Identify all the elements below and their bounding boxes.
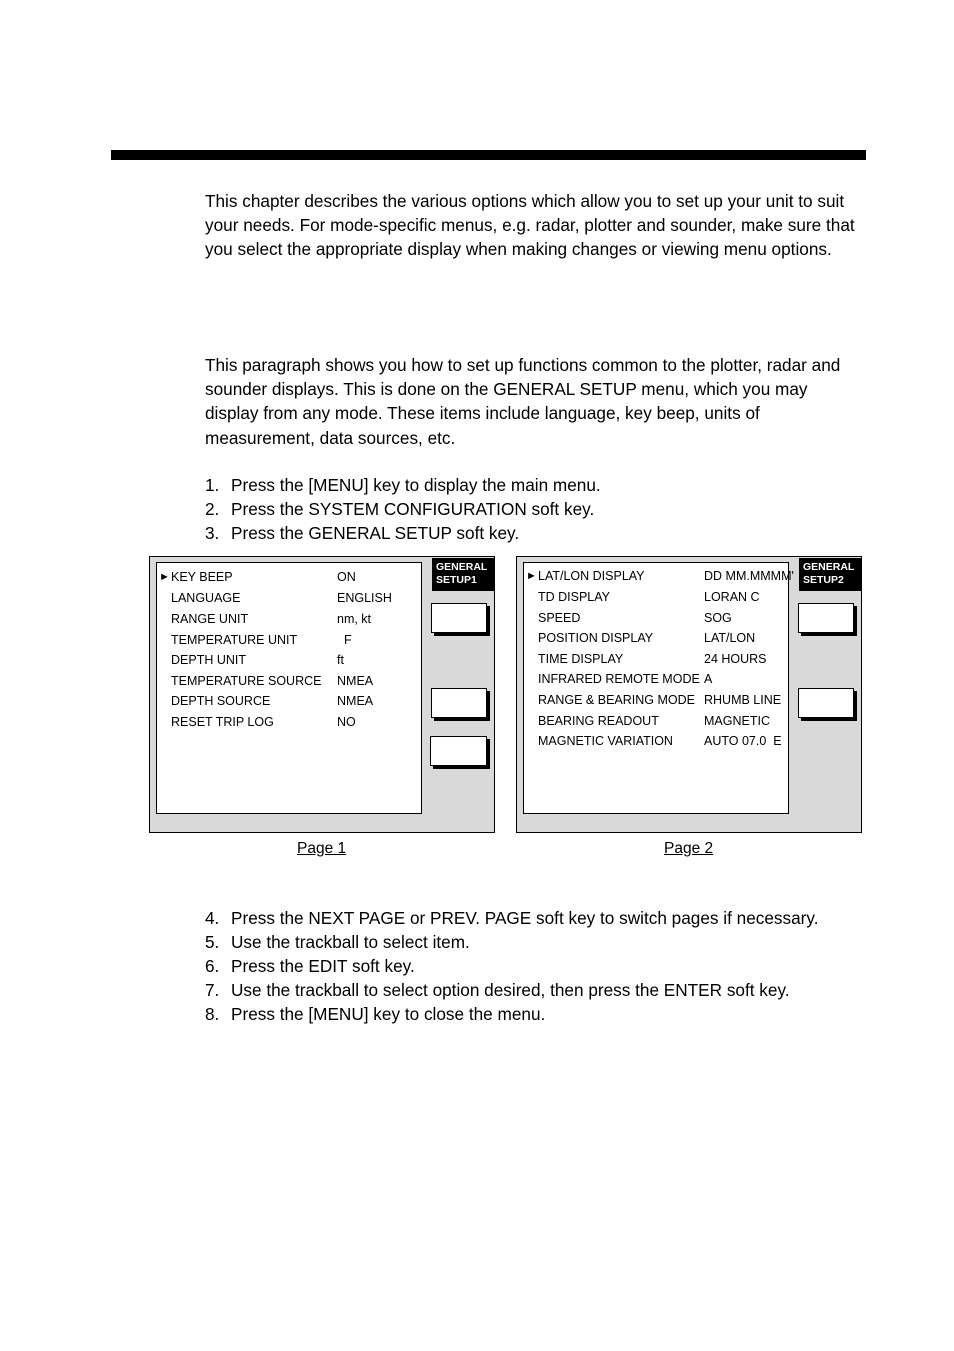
menu-item-infrared-remote-mode[interactable] bbox=[524, 670, 788, 688]
step-number: 1. bbox=[205, 475, 220, 495]
steps-list-a bbox=[205, 473, 865, 545]
step-item bbox=[205, 930, 865, 954]
step-item bbox=[205, 954, 865, 978]
step-text: Press the [MENU] key to close the menu. bbox=[231, 1004, 546, 1024]
menu-item-range-unit[interactable] bbox=[157, 610, 421, 628]
menu-item-label: RANGE & BEARING MODE bbox=[538, 693, 695, 707]
menu-item-value: RHUMB LINE bbox=[704, 693, 782, 707]
menu-item-value: nm, kt bbox=[337, 612, 372, 626]
menu-item-value: LORAN C bbox=[704, 590, 760, 604]
step-number: 5. bbox=[205, 932, 220, 952]
menu-item-value: NO bbox=[337, 715, 356, 729]
soft-key-1[interactable] bbox=[798, 603, 854, 633]
menu-item-label: RESET TRIP LOG bbox=[171, 715, 274, 729]
step-text: Press the NEXT PAGE or PREV. PAGE soft key to switch pages if necessary. bbox=[231, 908, 819, 928]
menu-item-label: BEARING READOUT bbox=[538, 714, 659, 728]
menu-item-value: LAT/LON bbox=[704, 631, 756, 645]
menu-item-label: TIME DISPLAY bbox=[538, 652, 624, 666]
step-number: 2. bbox=[205, 499, 220, 519]
menu-item-value: ON bbox=[337, 570, 356, 584]
menu-list bbox=[156, 562, 422, 814]
step-item bbox=[205, 978, 865, 1002]
menu-item-bearing-readout[interactable] bbox=[524, 712, 788, 730]
step-item bbox=[205, 1002, 865, 1026]
menu-item-value: NMEA bbox=[337, 674, 374, 688]
tag-line: GENERAL bbox=[436, 561, 488, 573]
step-item bbox=[205, 497, 865, 521]
menu-item-key-beep[interactable] bbox=[157, 568, 421, 586]
menu-item-label: TEMPERATURE UNIT bbox=[171, 633, 298, 647]
menu-list bbox=[523, 562, 794, 814]
cursor-arrow-icon: ► bbox=[159, 571, 170, 583]
intro-paragraph: This chapter describes the various options which allow you to set up your unit to suit your needs. For mode-specific menus, e.g. radar, plotter and sounder, make sure that you select the appropriate display when making changes or viewing menu options. bbox=[205, 191, 855, 260]
menu-item-label: POSITION DISPLAY bbox=[538, 631, 654, 645]
menu-item-language[interactable] bbox=[157, 589, 421, 607]
menu-item-label: TD DISPLAY bbox=[538, 590, 611, 604]
step-text: Use the trackball to select item. bbox=[231, 932, 470, 952]
menu-item-temperature-source[interactable] bbox=[157, 672, 421, 690]
menu-item-value: AUTO 07.0 E bbox=[704, 734, 782, 748]
step-item bbox=[205, 521, 865, 545]
menu-item-value: DD MM.MMMM' bbox=[704, 569, 794, 583]
step-text: Press the GENERAL SETUP soft key. bbox=[231, 523, 520, 543]
page1-caption: Page 1 bbox=[297, 840, 347, 857]
step-number: 4. bbox=[205, 908, 220, 928]
menu-title-tag bbox=[432, 558, 494, 591]
tag-line: SETUP2 bbox=[803, 573, 844, 586]
step-item bbox=[205, 906, 865, 930]
general-setup-paragraph: This paragraph shows you how to set up functions common to the plotter, radar and sounder displays. This is done on the GENERAL SETUP menu, which you may display from any mode. These items include language, key beep, units of measurement, data sources, etc. bbox=[205, 355, 841, 448]
soft-key-3[interactable] bbox=[430, 736, 487, 766]
step-number: 7. bbox=[205, 980, 220, 1000]
menu-item-label: LANGUAGE bbox=[171, 591, 241, 605]
menu-item-reset-trip-log[interactable] bbox=[157, 713, 421, 731]
soft-key-2[interactable] bbox=[798, 688, 854, 718]
soft-key-1[interactable] bbox=[431, 603, 487, 633]
step-item bbox=[205, 473, 865, 497]
step-text: Press the EDIT soft key. bbox=[231, 956, 415, 976]
menu-item-value: SOG bbox=[704, 611, 732, 625]
general-setup2-screen bbox=[516, 556, 862, 833]
general-setup1-screen bbox=[149, 556, 495, 833]
step-text: Press the [MENU] key to display the main menu. bbox=[231, 475, 601, 495]
menu-item-magnetic-variation[interactable] bbox=[524, 732, 788, 750]
menu-item-label: MAGNETIC VARIATION bbox=[538, 734, 673, 748]
menu-item-temperature-unit[interactable] bbox=[157, 631, 421, 649]
cursor-arrow-icon: ► bbox=[526, 570, 537, 582]
chapter-rule bbox=[111, 150, 866, 160]
menu-item-depth-unit[interactable] bbox=[157, 651, 421, 669]
step-text: Use the trackball to select option desired, then press the ENTER soft key. bbox=[231, 980, 790, 1000]
menu-item-value: MAGNETIC bbox=[704, 714, 770, 728]
menu-item-label: SPEED bbox=[538, 611, 581, 625]
menu-item-value: ft bbox=[337, 653, 344, 667]
tag-line: SETUP1 bbox=[436, 573, 477, 586]
menu-item-value: F bbox=[337, 633, 352, 647]
menu-item-label: TEMPERATURE SOURCE bbox=[171, 674, 322, 688]
menu-item-label: RANGE UNIT bbox=[171, 612, 249, 626]
menu-title-tag bbox=[799, 558, 861, 591]
menu-item-range-bearing-mode[interactable] bbox=[524, 691, 788, 709]
step-text: Press the SYSTEM CONFIGURATION soft key. bbox=[231, 499, 595, 519]
step-number: 8. bbox=[205, 1004, 220, 1024]
menu-item-lat-lon-display[interactable] bbox=[524, 567, 794, 585]
step-number: 6. bbox=[205, 956, 220, 976]
soft-key-2[interactable] bbox=[431, 688, 487, 718]
menu-item-depth-source[interactable] bbox=[157, 692, 421, 710]
menu-item-value: A bbox=[704, 672, 713, 686]
menu-item-label: LAT/LON DISPLAY bbox=[538, 569, 645, 583]
page2-caption: Page 2 bbox=[664, 840, 714, 857]
menu-item-label: KEY BEEP bbox=[171, 570, 233, 584]
menu-item-label: DEPTH UNIT bbox=[171, 653, 246, 667]
menu-item-value: ENGLISH bbox=[337, 591, 392, 605]
menu-item-td-display[interactable] bbox=[524, 588, 788, 606]
step-number: 3. bbox=[205, 523, 220, 543]
menu-item-label: DEPTH SOURCE bbox=[171, 694, 271, 708]
menu-item-time-display[interactable] bbox=[524, 650, 788, 668]
steps-list-b bbox=[205, 906, 865, 1026]
menu-item-position-display[interactable] bbox=[524, 629, 788, 647]
menu-item-value: NMEA bbox=[337, 694, 374, 708]
menu-item-speed[interactable] bbox=[524, 609, 788, 627]
tag-line: GENERAL bbox=[803, 561, 855, 573]
menu-item-value: 24 HOURS bbox=[704, 652, 767, 666]
menu-item-label: INFRARED REMOTE MODE bbox=[538, 672, 700, 686]
